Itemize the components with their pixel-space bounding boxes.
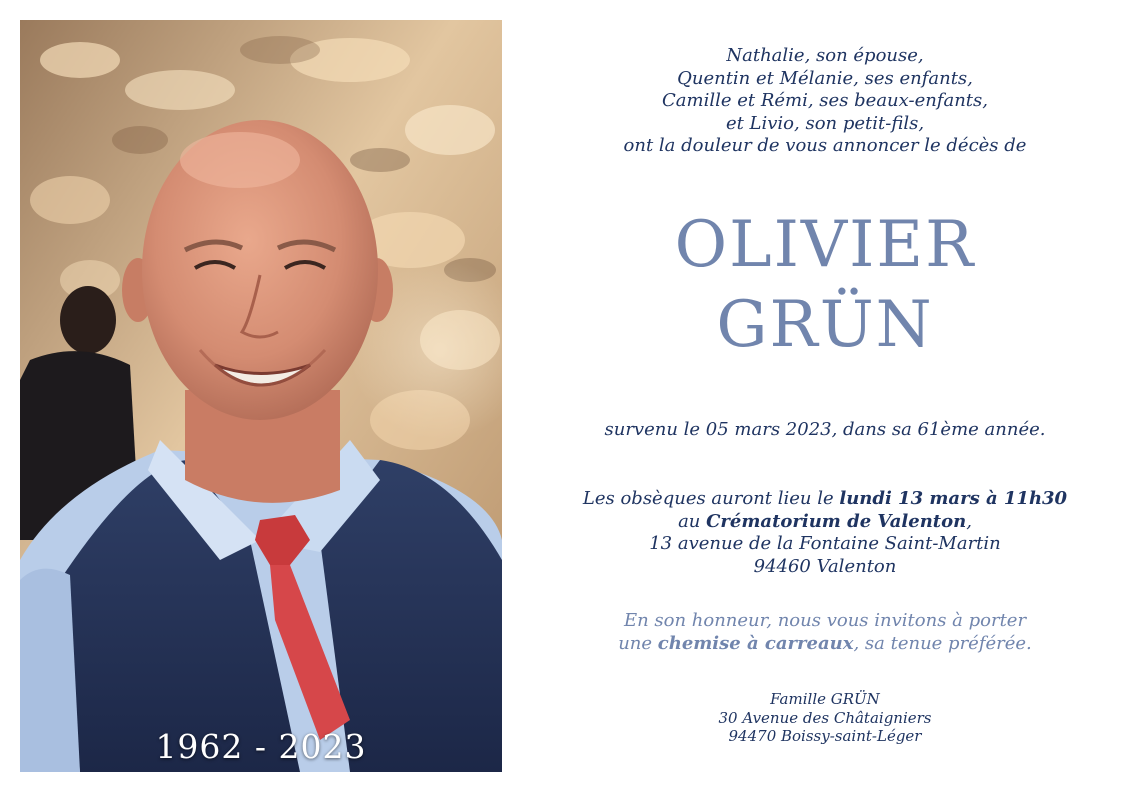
honor-highlight: chemise à carreaux <box>657 633 854 654</box>
funeral-city: 94460 Valenton <box>753 555 897 577</box>
family-signature <box>525 690 1125 746</box>
first-name: OLIVIER <box>674 208 976 282</box>
honor-line-1: En son honneur, nous vous invitons à porter <box>623 610 1027 631</box>
funeral-line-1 <box>525 488 1125 511</box>
dress-code-note <box>525 609 1125 655</box>
funeral-details <box>525 488 1125 578</box>
deceased-name <box>525 205 1125 365</box>
funeral-place-suffix: , <box>966 510 972 532</box>
funeral-place: Crématorium de Valenton <box>706 510 967 532</box>
honor-prefix: une <box>618 633 658 654</box>
signature-city: 94470 Boissy-saint-Léger <box>728 727 922 745</box>
family-line: et Livio, son petit-fils, <box>725 112 925 134</box>
honor-line-2 <box>525 632 1125 655</box>
family-line: ont la douleur de vous annoncer le décès de <box>623 135 1027 156</box>
family-line: Quentin et Mélanie, ses enfants, <box>677 67 973 89</box>
funeral-place-prefix: au <box>678 510 707 532</box>
honor-suffix: , sa tenue préférée. <box>853 633 1032 654</box>
family-line: Nathalie, son épouse, <box>726 45 924 66</box>
funeral-intro: Les obsèques auront lieu le <box>582 488 840 509</box>
family-announcement <box>525 45 1125 158</box>
family-line: Camille et Rémi, ses beaux-enfants, <box>662 90 988 111</box>
portrait-photo <box>20 20 502 772</box>
funeral-street: 13 avenue de la Fontaine Saint-Martin <box>649 533 1001 554</box>
last-name: GRÜN <box>716 288 934 362</box>
life-years: 1962 - 2023 <box>155 727 367 766</box>
death-date-line: survenu le 05 mars 2023, dans sa 61ème année. <box>604 419 1046 440</box>
announcement-panel <box>525 0 1125 793</box>
signature-street: 30 Avenue des Châtaigniers <box>718 708 932 727</box>
portrait-illustration <box>20 20 502 772</box>
funeral-line-2 <box>525 511 1125 534</box>
funeral-datetime: lundi 13 mars à 11h30 <box>839 488 1068 509</box>
signature-name: Famille GRÜN <box>770 690 880 708</box>
